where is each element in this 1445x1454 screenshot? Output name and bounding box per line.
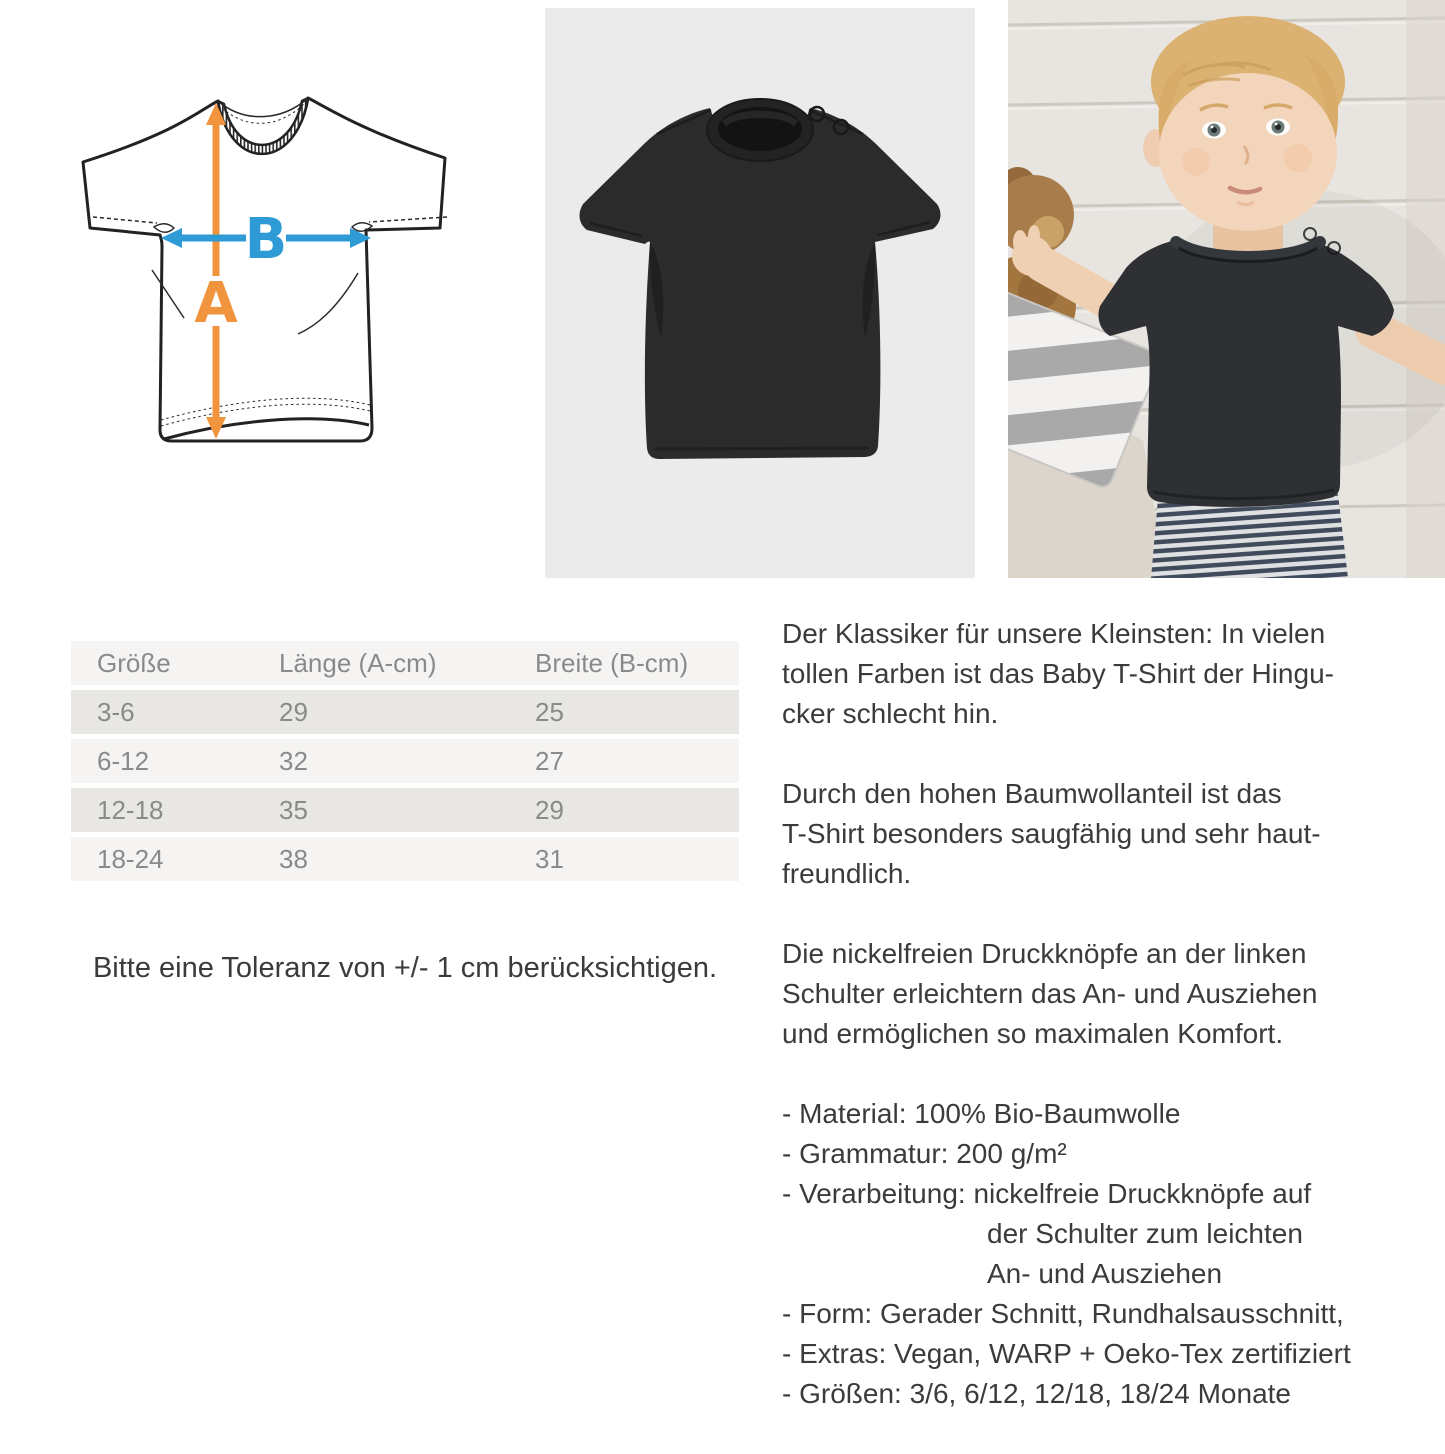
table-cell: 35 bbox=[279, 794, 308, 825]
table-row bbox=[71, 690, 739, 734]
size-table bbox=[71, 636, 739, 886]
table-cell: 25 bbox=[535, 696, 564, 727]
description-paragraph bbox=[782, 614, 1442, 734]
description-line: Die nickelfreien Druckknöpfe an der linken bbox=[782, 938, 1307, 969]
description-line: und ermöglichen so maximalen Komfort. bbox=[782, 1018, 1284, 1049]
description-line: Schulter erleichtern das An- und Ausziehen bbox=[782, 978, 1318, 1009]
table-cell: 27 bbox=[535, 745, 564, 776]
description-line: Durch den hohen Baumwollanteil ist das bbox=[782, 778, 1282, 809]
col-header-length: Länge (A-cm) bbox=[279, 647, 437, 678]
size-guide-drawing bbox=[60, 70, 480, 490]
fold-line bbox=[298, 273, 358, 334]
fold-line bbox=[152, 270, 184, 318]
tolerance-note: Bitte eine Toleranz von +/- 1 cm berücksichtigen. bbox=[92, 952, 718, 984]
model-photo bbox=[1008, 0, 1445, 578]
description-line: cker schlecht hin. bbox=[782, 698, 999, 729]
table-cell: 32 bbox=[279, 745, 308, 776]
table-cell: 18-24 bbox=[97, 843, 164, 874]
table-cell: 12-18 bbox=[97, 794, 164, 825]
collar bbox=[218, 98, 308, 154]
col-header-size: Größe bbox=[97, 647, 171, 678]
table-cell: 3-6 bbox=[97, 696, 135, 727]
table-row bbox=[71, 837, 739, 881]
table-header-row bbox=[71, 641, 739, 685]
description-line: - Material: 100% Bio-Baumwolle bbox=[782, 1098, 1181, 1129]
stitch-right-cuff bbox=[369, 217, 447, 222]
table-cell: 38 bbox=[279, 843, 308, 874]
description-line: freundlich. bbox=[782, 858, 912, 889]
hem-fold bbox=[164, 419, 369, 439]
description-paragraph bbox=[782, 934, 1442, 1054]
table-row bbox=[71, 788, 739, 832]
description-paragraph bbox=[782, 1094, 1442, 1414]
table-cell: 29 bbox=[535, 794, 564, 825]
product-description bbox=[782, 614, 1442, 1454]
description-line: - Größen: 3/6, 6/12, 12/18, 18/24 Monate bbox=[782, 1378, 1291, 1409]
description-line: An- und Ausziehen bbox=[987, 1258, 1223, 1289]
measure-arrow-b-icon bbox=[161, 207, 371, 272]
table-cell: 31 bbox=[535, 843, 564, 874]
product-photo bbox=[545, 8, 975, 578]
description-line: T-Shirt besonders saugfähig und sehr haut- bbox=[782, 818, 1321, 849]
tshirt-outline-drawing bbox=[83, 98, 447, 441]
table-cell: 29 bbox=[279, 696, 308, 727]
description-line: Der Klassiker für unsere Kleinsten: In vielen bbox=[782, 618, 1326, 649]
description-line: - Form: Gerader Schnitt, Rundhalsausschnitt, bbox=[782, 1298, 1344, 1329]
measure-arrow-a-icon bbox=[194, 103, 238, 439]
size-table-body bbox=[71, 690, 739, 881]
description-line: - Grammatur: 200 g/m² bbox=[782, 1138, 1067, 1169]
armpit-left bbox=[154, 224, 174, 233]
description-line: tollen Farben ist das Baby T-Shirt der Hingu- bbox=[782, 658, 1334, 689]
description-line: der Schulter zum leichten bbox=[987, 1218, 1303, 1249]
description-line: - Verarbeitung: nickelfreie Druckknöpfe auf bbox=[782, 1178, 1312, 1209]
stitch-left-cuff bbox=[93, 217, 157, 223]
description-paragraph bbox=[782, 774, 1442, 894]
table-cell: 6-12 bbox=[97, 745, 150, 776]
col-header-width: Breite (B-cm) bbox=[535, 647, 689, 678]
label-b: B bbox=[244, 207, 288, 272]
table-row bbox=[71, 739, 739, 783]
label-a: A bbox=[194, 271, 238, 336]
description-line: - Extras: Vegan, WARP + Oeko-Tex zertifiziert bbox=[782, 1338, 1351, 1369]
